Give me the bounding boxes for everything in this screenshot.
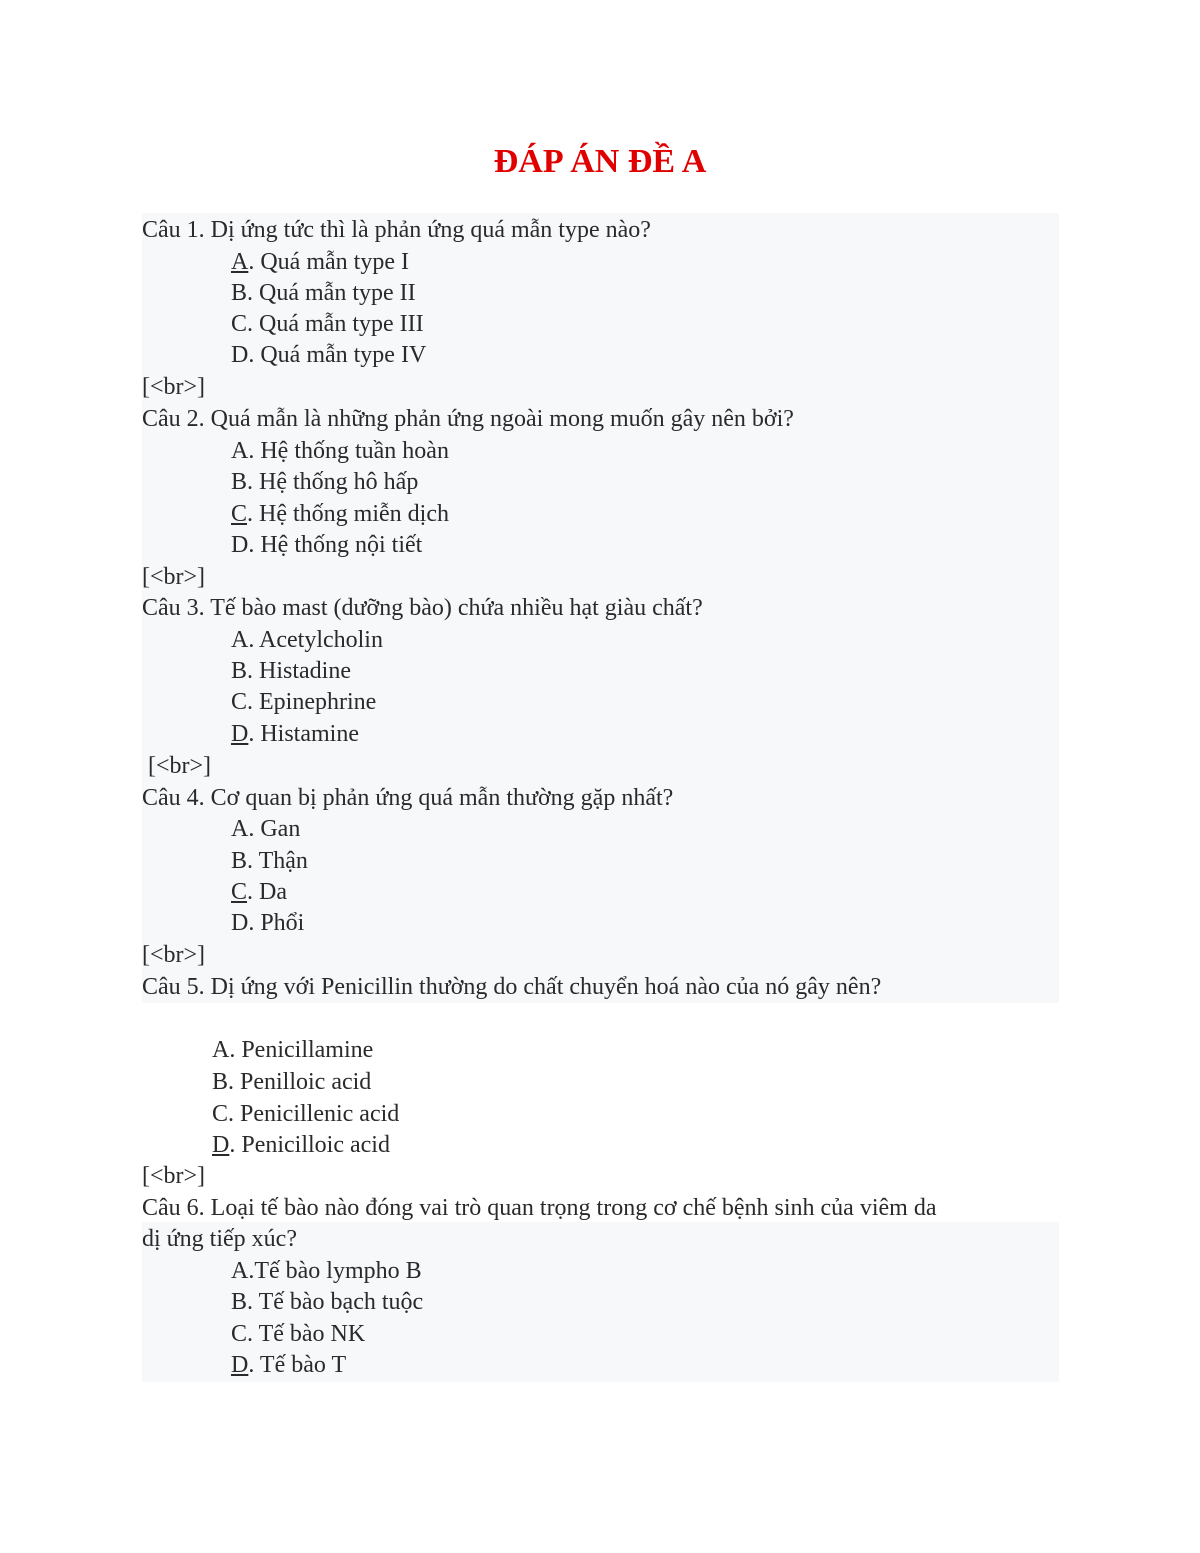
correct-answer-letter: D (212, 1132, 230, 1158)
separator: [<br>] (142, 942, 206, 968)
q6-option-a: A.Tế bào lympho B (231, 1258, 422, 1284)
q1-option-c: C. Quá mẫn type III (231, 311, 424, 337)
q3-option-b: B. Histadine (231, 658, 351, 684)
question-1: Câu 1. Dị ứng tức thì là phản ứng quá mẫn type nào? (142, 217, 651, 243)
separator: [<br>] (142, 374, 206, 400)
question-6: Câu 6. Loại tế bào nào đóng vai trò quan trọng trong cơ chế bệnh sinh của viêm da (142, 1195, 937, 1221)
question-2: Câu 2. Quá mẫn là những phản ứng ngoài mong muốn gây nên bởi? (142, 406, 794, 432)
correct-answer-letter: C (231, 501, 248, 527)
q2-option-d: D. Hệ thống nội tiết (231, 532, 423, 558)
q5-option-d: D. Penicilloic acid (212, 1132, 390, 1158)
q4-option-b: B. Thận (231, 848, 308, 874)
q1-option-b: B. Quá mẫn type II (231, 280, 416, 306)
q5-option-b: B. Penilloic acid (212, 1069, 372, 1095)
correct-answer-letter: C (231, 879, 248, 905)
question-3: Câu 3. Tế bào mast (dưỡng bào) chứa nhiều hạt giàu chất? (142, 595, 703, 621)
correct-answer-letter: A (231, 249, 249, 275)
q2-option-b: B. Hệ thống hô hấp (231, 469, 419, 495)
separator: [<br>] (142, 1163, 206, 1189)
separator: [<br>] (148, 753, 212, 779)
question-6-continued: dị ứng tiếp xúc? (142, 1226, 297, 1252)
q4-option-c: C. Da (231, 879, 287, 905)
correct-answer-letter: D (231, 1352, 249, 1378)
q4-option-d: D. Phổi (231, 910, 305, 936)
q6-option-d: D. Tế bào T (231, 1352, 347, 1378)
page-title: ĐÁP ÁN ĐỀ A (493, 143, 707, 180)
q1-option-a: A. Quá mẫn type I (231, 249, 409, 275)
q6-option-b: B. Tế bào bạch tuộc (231, 1289, 424, 1315)
q4-option-a: A. Gan (231, 816, 301, 842)
q3-option-d: D. Histamine (231, 721, 359, 747)
q1-option-d: D. Quá mẫn type IV (231, 342, 427, 368)
question-5: Câu 5. Dị ứng với Penicillin thường do chất chuyển hoá nào của nó gây nên? (142, 974, 882, 1000)
q2-option-c: C. Hệ thống miễn dịch (231, 501, 449, 527)
question-4: Câu 4. Cơ quan bị phản ứng quá mẫn thường gặp nhất? (142, 785, 674, 811)
q5-option-c: C. Penicillenic acid (212, 1101, 400, 1127)
q5-option-a: A. Penicillamine (212, 1037, 374, 1063)
q3-option-c: C. Epinephrine (231, 689, 377, 715)
q2-option-a: A. Hệ thống tuần hoàn (231, 438, 449, 464)
q3-option-a: A. Acetylcholin (231, 627, 383, 653)
q6-option-c: C. Tế bào NK (231, 1321, 366, 1347)
correct-answer-letter: D (231, 721, 249, 747)
separator: [<br>] (142, 564, 206, 590)
